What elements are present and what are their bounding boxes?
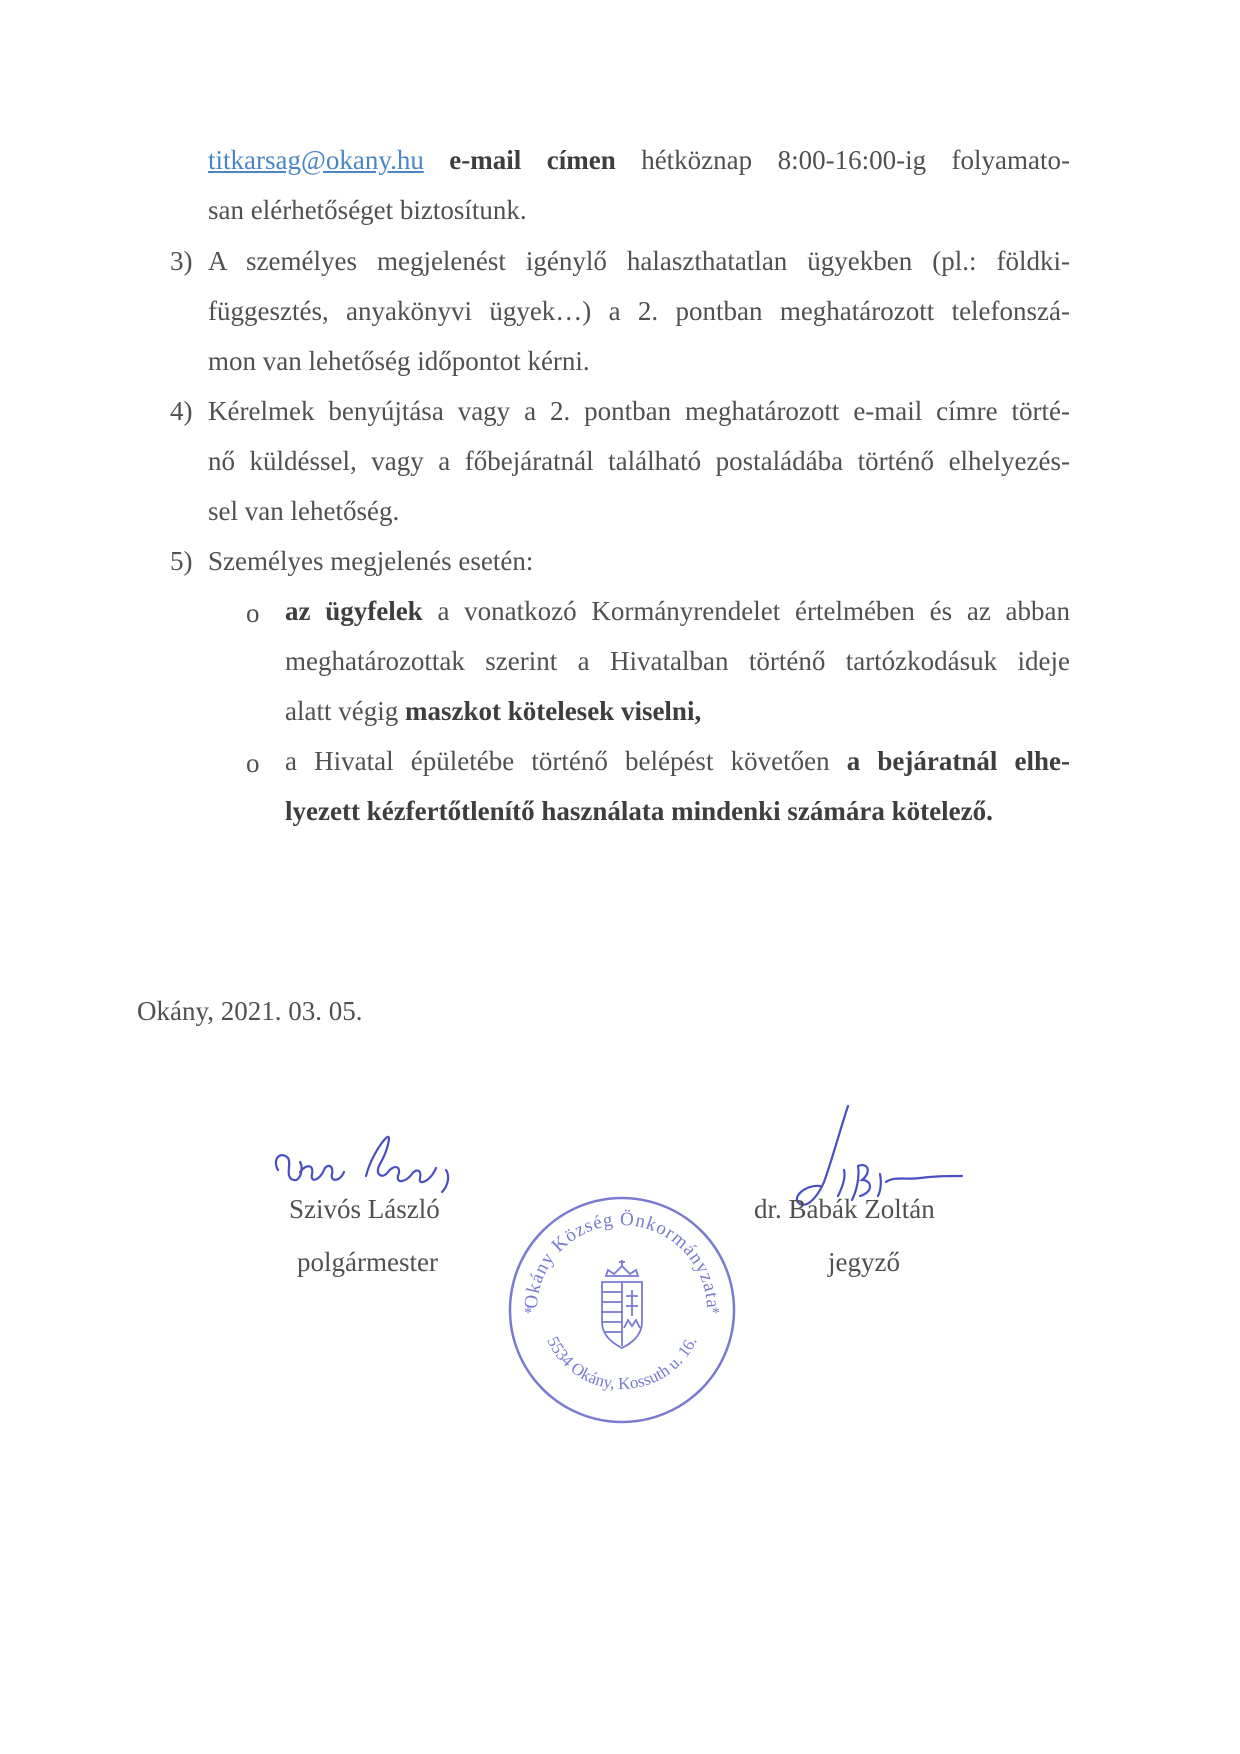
- item-3-line-3: mon van lehetőség időpontot kérni.: [208, 346, 590, 376]
- item-4-number: 4): [170, 396, 193, 426]
- item-4-line-2: nő küldéssel, vagy a főbejáratnál található postaládába történő elhelyezés-: [208, 446, 1070, 476]
- bullet-2-line-2: lyezett kézfertőtlenítő használata mindenki számára kötelező.: [285, 796, 993, 826]
- item-5-intro: Személyes megjelenés esetén:: [208, 546, 534, 576]
- signatory-left-title: polgármester: [297, 1247, 438, 1277]
- bullet-1-marker: o: [246, 598, 260, 628]
- official-stamp-icon: [502, 1190, 742, 1430]
- item-3-number: 3): [170, 246, 193, 276]
- signatory-right-title: jegyző: [828, 1247, 900, 1277]
- signatory-left-name: Szivós László: [289, 1194, 440, 1224]
- svg-text:*: *: [524, 1305, 532, 1322]
- bullet-1-bold: az ügyfelek: [285, 596, 423, 626]
- bullet-1-line-1: az ügyfelek a vonatkozó Kormányrendelet értelmében és az abban: [285, 596, 1071, 626]
- bullet-1-line-3: alatt végig maszkot kötelesek viselni,: [285, 696, 702, 726]
- bullet-2-marker: o: [246, 748, 260, 778]
- svg-text:*: *: [712, 1305, 720, 1322]
- bullet-2-line-1-bold: a bejáratnál elhe-: [846, 746, 1070, 776]
- email-label: e-mail címen: [449, 145, 616, 175]
- signatory-right-name: dr. Babák Zoltán: [754, 1194, 935, 1224]
- bullet-1-line-3-bold: maszkot kötelesek viselni,: [404, 696, 702, 726]
- svg-text:Okány Község Önkormányzata: Okány Község Önkormányzata: [520, 1208, 724, 1310]
- bullet-2-line-1: a Hivatal épületébe történő belépést követően a bejáratnál elhe-: [285, 746, 1070, 776]
- email-line-rest: hétköznap 8:00-16:00-ig folyamato-: [641, 145, 1071, 175]
- date-line: Okány, 2021. 03. 05.: [137, 996, 363, 1026]
- item-3-line-1: A személyes megjelenést igénylő halaszthatatlan ügyekben (pl.: földki-: [208, 246, 1070, 276]
- email-line: [208, 143, 1070, 177]
- item-4-line-3: sel van lehetőség.: [208, 496, 400, 526]
- item-3-line-2: függesztés, anyakönyvi ügyek…) a 2. pontban meghatározott telefonszá-: [208, 296, 1070, 326]
- item-4-line-1: Kérelmek benyújtása vagy a 2. pontban meghatározott e-mail címre törté-: [208, 396, 1070, 426]
- bullet-1-line-2: meghatározottak szerint a Hivatalban történő tartózkodásuk ideje: [285, 646, 1070, 676]
- item-5-number: 5): [170, 546, 193, 576]
- paragraph-line: san elérhetőséget biztosítunk.: [208, 195, 527, 225]
- svg-text:5534 Okány, Kossuth u. 16.: 5534 Okány, Kossuth u. 16.: [543, 1333, 701, 1394]
- email-link[interactable]: titkarsag@okany.hu: [208, 145, 424, 175]
